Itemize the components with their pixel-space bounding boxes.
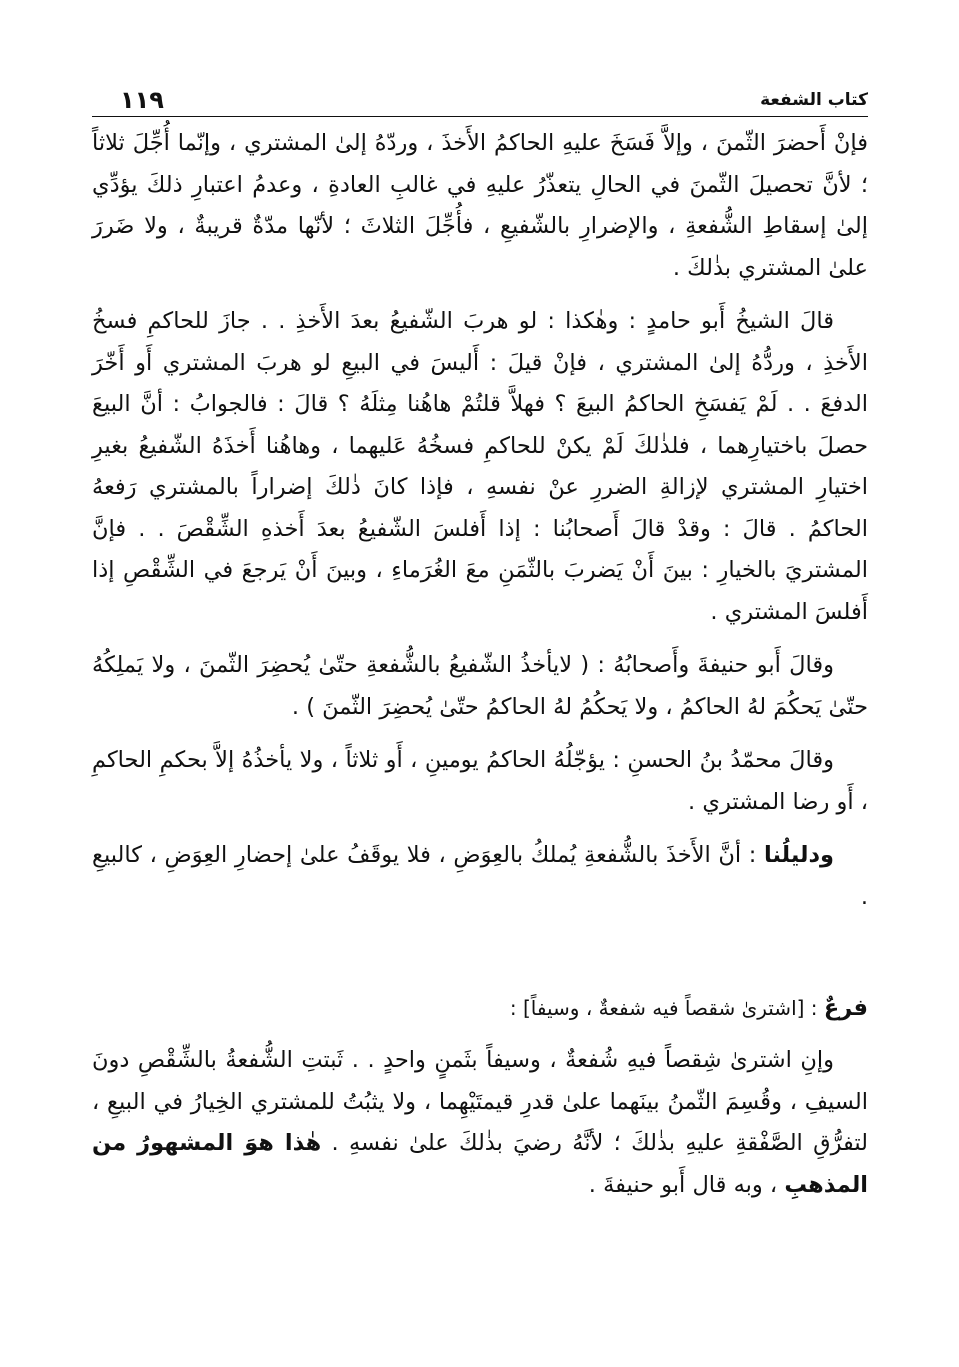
- evidence-lead: ودليلُنا: [764, 842, 834, 868]
- paragraph: فإنْ أَحضرَ الثّمنَ ، وإلاَّ فَسَخَ عليهِ الحاكمُ الأَخذَ ، وردّهُ إلىٰ المشتري ، وإنّما أُجِّلَ ثلاثاً ؛ لأنَّ تحصيلَ الثّمنَ في الحالِ يتعذّرُ عليهِ في غالبِ العادةِ ، وعدمُ اعتبارِ ذلكَ يؤدِّي إلىٰ إسقاطِ الشُّفعةِ ، والإضرارِ بالشّفيعِ ، فأُجِّلَ الثلاثَ ؛ لأنّها مدّةٌ قريبةٌ ، ولا ضَررَ علىٰ المشتري بذٰلكَ .: [92, 130, 868, 281]
- branch-heading: [92, 988, 868, 1028]
- page-number: ١١٩: [120, 86, 164, 114]
- book-title: كتاب الشفعة: [760, 90, 868, 110]
- paragraph: [92, 1040, 868, 1206]
- paragraph: وقالَ أَبو حنيفةَ وأَصحابُهُ : ( لايأخذُ الشّفيعُ بالشُّفعةِ حتّىٰ يُحضِرَ الثّمنَ ، ولا يَملِكُهُ حتّىٰ يَحكُمَ لهُ الحاكمُ ، ولا يَحكُمُ لهُ الحاكمُ حتّىٰ يُحضِرَ الثّمنَ ) .: [92, 652, 868, 720]
- paragraph-tail: ، وبه قال أَبو حنيفةَ .: [588, 1171, 785, 1198]
- page-header: [92, 80, 868, 117]
- paragraph-bold-phrase: هٰذا هوَ المشهورُ من المذهبِ: [92, 1130, 868, 1198]
- section-gap: [92, 930, 868, 988]
- paragraph-text: وإنِ اشترىٰ شِقصاً فيهِ شُفعةٌ ، وسيفاً بثَمنٍ واحدٍ . . ثَبتتِ الشُّفعةُ بالشِّقْصِ دونَ السيفِ ، وقُسِمَ الثّمنُ بينَهما علىٰ قدرِ قيمتَيْهِما ، ولا يثبُتُ للمشتري الخِيارُ في البيعِ ، لتفرُّقِ الصَّفْقةِ عليهِ بذٰلكَ ؛ لأنَّهُ رضيَ بذٰلكَ علىٰ نفسهِ .: [92, 1047, 869, 1156]
- branch-label: فرعٌ: [823, 995, 868, 1021]
- paragraph: [92, 835, 868, 918]
- paragraph: وقالَ محمّدُ بنُ الحسنِ : يؤجّلُهُ الحاكمُ يومينِ ، أَو ثلاثاً ، ولا يأخذُهُ إلاَّ بحكمِ الحاكمِ ، أَو رضا المشتري .: [92, 747, 868, 815]
- paragraph-text: : أنَّ الأَخذَ بالشُّفعةِ يُملكُ بالعِوَضِ ، فلا يوقَفُ علىٰ إحضارِ العِوَضِ ، كالبيعِ .: [92, 842, 868, 910]
- page-body: [92, 123, 868, 1206]
- branch-title: : [اشترىٰ شقصاً فيه شفعةٌ ، وسيفاً] :: [509, 996, 824, 1020]
- paragraph: قالَ الشيخُ أَبو حامدٍ : وهٰكذا : لو هربَ الشّفيعُ بعدَ الأَخذِ . . جازَ للحاكمِ فسخُ الأَخذِ ، وردُّهُ إلىٰ المشتري ، فإنْ قيلَ : أَليسَ في البيعِ لو هربَ المشتري أَو أَخّرَ الدفعَ . . لَمْ يَفسَخِ الحاكمُ البيعَ ؟ فهلاَّ قلتُمْ هاهُنا مِثلَهُ ؟ قالَ : فالجوابُ : أنَّ البيعَ حصلَ باختيارِهما ، فلذٰلكَ لَمْ يكنْ للحاكمِ فسخُهُ عَليهما ، وهاهُنا أَخذَهُ الشّفيعُ بغيرِ اختيارِ المشتري لإزالةِ الضررِ عنْ نفسهِ ، فإذا كانَ ذٰلكَ إضراراً بالمشتري رَفعهُ الحاكمُ . قالَ : وقدْ قالَ أَصحابُنا : إذا أَفلسَ الشّفيعُ بعدَ أَخذهِ الشِّقْصَ . . فإنَّ المشتريَ بالخيارِ : بينَ أَنْ يَضربَ بالثّمَنِ معَ الغُرَماءِ ، وبينَ أَنْ يَرجعَ في الشِّقْصِ إذا أَفلسَ المشتري .: [92, 308, 868, 625]
- book-page: [92, 80, 868, 1218]
